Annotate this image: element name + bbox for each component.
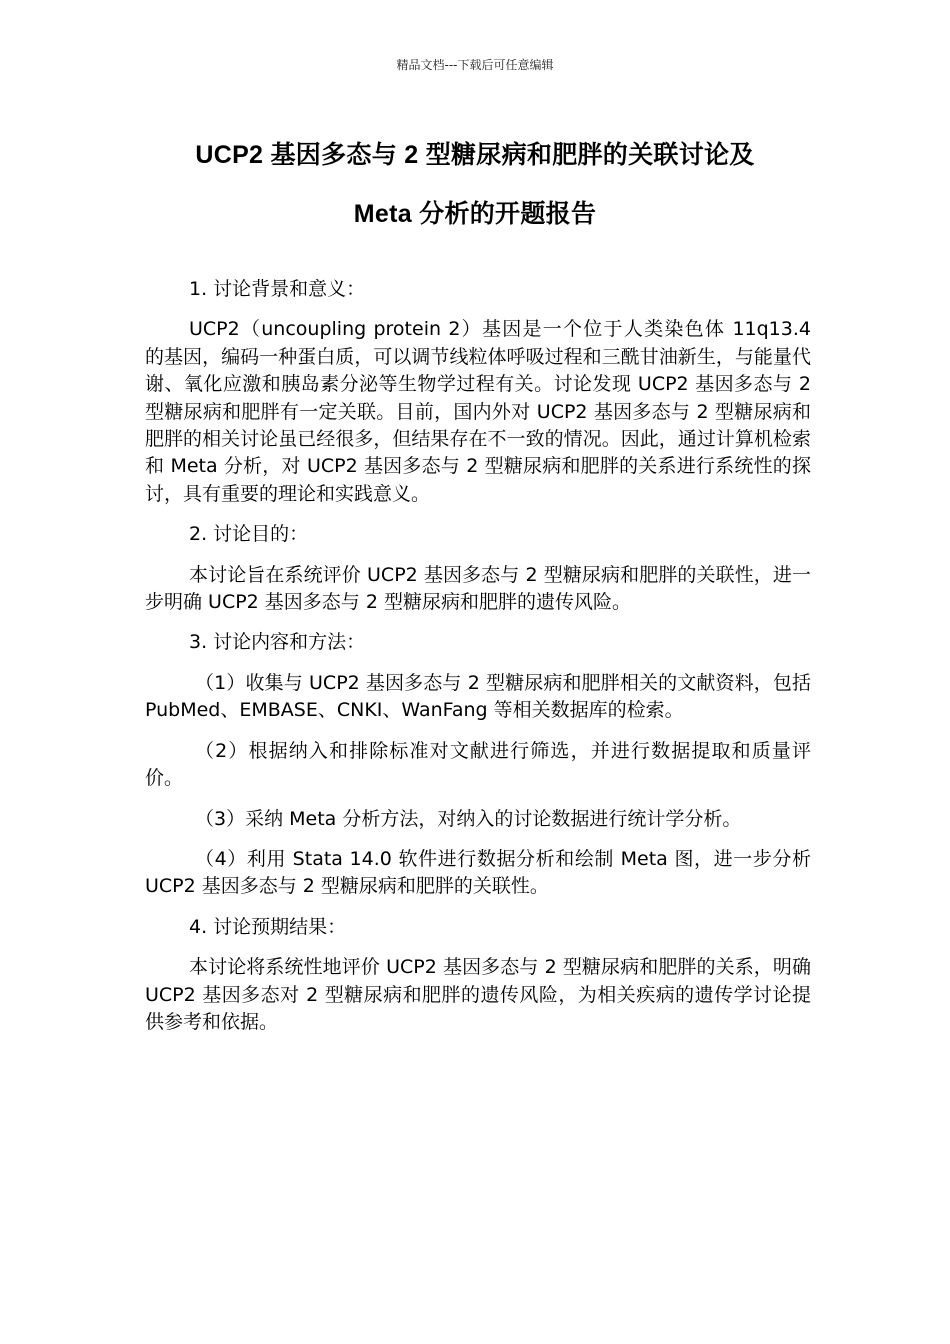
paragraph-purpose: 本讨论旨在系统评价 UCP2 基因多态与 2 型糖尿病和肥胖的关联性，进一步明确 UCP2 基因多态与 2 型糖尿病和肥胖的遗传风险。 xyxy=(145,563,811,614)
document-title-line-1: UCP2 基因多态与 2 型糖尿病和肥胖的关联讨论及 xyxy=(195,141,755,169)
document-body xyxy=(145,276,811,1048)
section-heading-methods: 3. 讨论内容和方法： xyxy=(189,631,366,654)
section-heading-background: 1. 讨论背景和意义： xyxy=(189,278,366,300)
paragraph-expected-results: 本讨论将系统性地评价 UCP2 基因多态与 2 型糖尿病和肥胖的关系，明确 UCP2 基因多态对 2 型糖尿病和肥胖的遗传风险，为相关疾病的遗传学讨论提供参考和依据。 xyxy=(145,956,811,1033)
methods-item-3: （3）采纳 Meta 分析方法，对纳入的讨论数据进行统计学分析。 xyxy=(195,807,742,830)
section-heading-purpose: 2. 讨论目的： xyxy=(189,523,309,546)
page-header: 精品文档---下载后可任意编辑 xyxy=(396,58,554,72)
document-title-line-2: Meta 分析的开题报告 xyxy=(353,200,597,228)
section-heading-expected-results: 4. 讨论预期结果： xyxy=(189,915,347,938)
methods-item-4: （4）利用 Stata 14.0 软件进行数据分析和绘制 Meta 图，进一步分析 UCP2 基因多态与 2 型糖尿病和肥胖的关联性。 xyxy=(145,847,811,898)
methods-item-1: （1）收集与 UCP2 基因多态与 2 型糖尿病和肥胖相关的文献资料，包括 PubMed、EMBASE、CNKI、WanFang 等相关数据库的检索。 xyxy=(145,671,811,722)
paragraph-background: UCP2（uncoupling protein 2）基因是一个位于人类染色体 11q13.4 的基因，编码一种蛋白质，可以调节线粒体呼吸过程和三酰甘油新生，与能量代谢、氧化应激和胰岛素分泌等生物学过程有关。讨论发现 UCP2 基因多态与 2 型糖尿病和肥胖有一定关联。目前，国内外对 UCP2 基因多态与 2 型糖尿病和肥胖的相关讨论虽已经很多，但结果存在不一致的情况。因此，通过计算机检索和 Meta 分析，对 UCP2 基因多态与 2 型糖尿病和肥胖的关系进行系统性的探讨，具有重要的理论和实践意义。 xyxy=(145,318,811,505)
methods-item-2: （2）根据纳入和排除标准对文献进行筛选，并进行数据提取和质量评价。 xyxy=(145,739,811,790)
